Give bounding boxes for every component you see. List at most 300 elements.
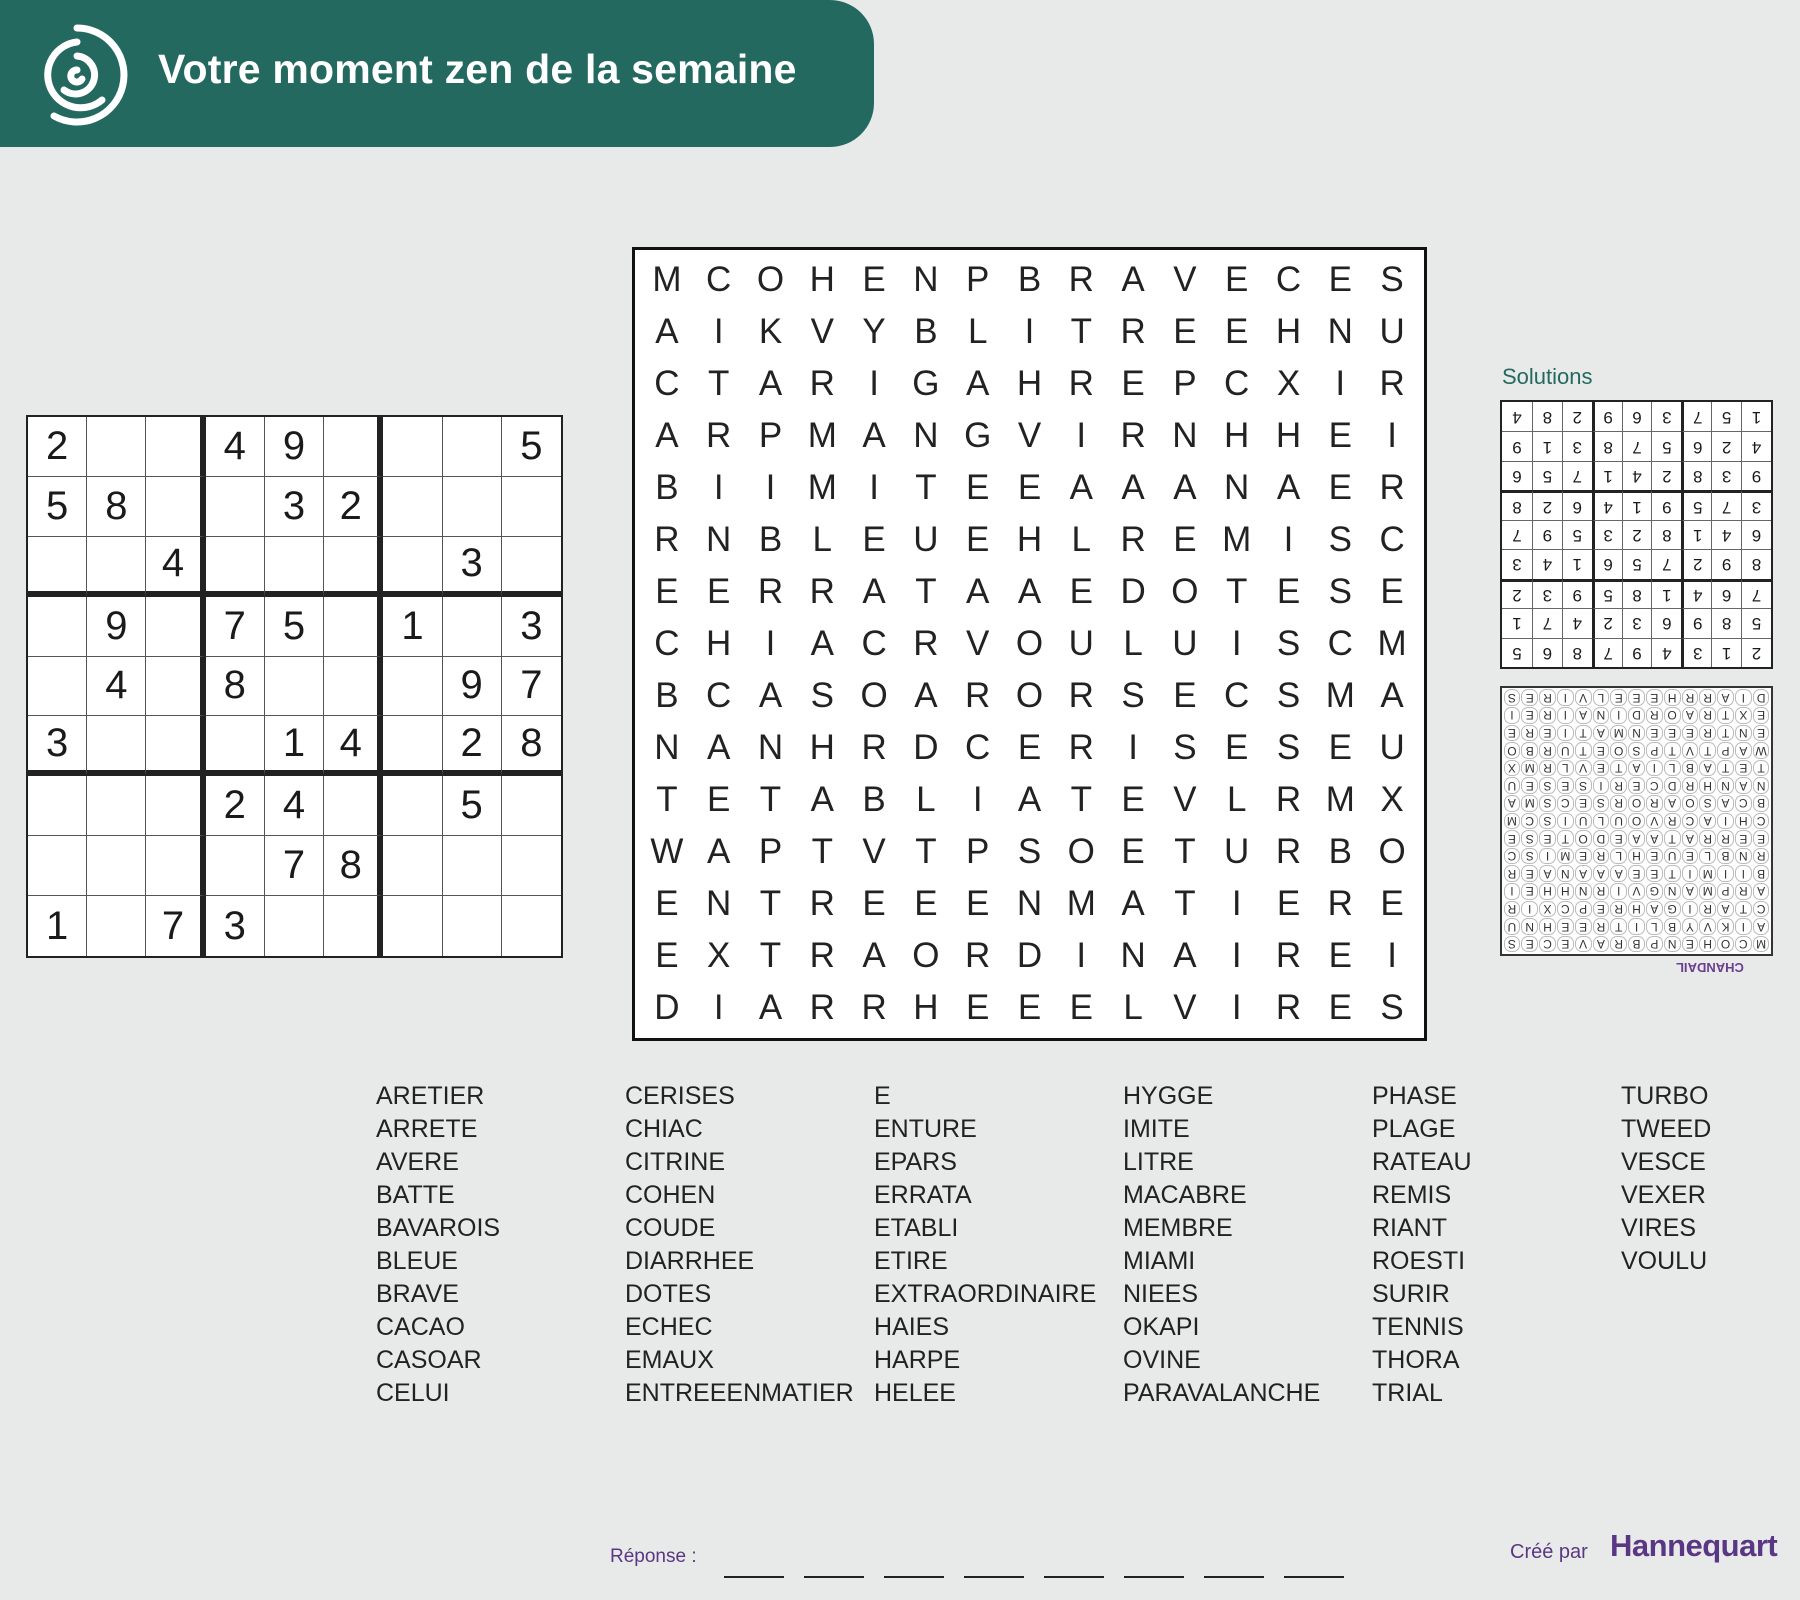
word-list-item: HELEE [874,1379,956,1407]
wordsearch-letter: W [1753,742,1770,759]
wordsearch-letter: H [1016,364,1043,403]
wordsearch-letter: V [1575,936,1592,953]
sudoku-cell: 9 [1651,490,1681,519]
sudoku-cell: 8 [1622,579,1652,608]
wordsearch-letter: T [1717,707,1734,724]
sudoku-cell [265,537,324,597]
word-list-item: OVINE [1123,1346,1201,1374]
wordsearch-letter: E [1380,572,1404,611]
answer-letter-blank[interactable] [1124,1576,1184,1578]
wordsearch-letter: R [1379,364,1405,403]
sudoku-cell: 2 [1622,520,1652,549]
wordsearch-letter: E [1682,848,1699,865]
wordsearch-letter: O [756,260,785,299]
answer-letter-blank[interactable] [724,1576,784,1578]
wordsearch-letter: B [655,676,679,715]
wordsearch-letter: H [1539,883,1556,900]
word-list-item: VIRES [1621,1214,1697,1242]
wordsearch-letter: T [708,364,730,403]
wordsearch-letter: E [1069,988,1093,1027]
sudoku-cell [324,657,383,717]
wordsearch-letter: H [1735,813,1752,830]
wordsearch-letter: I [1231,624,1242,663]
sudoku-cell: 3 [1532,579,1562,608]
sudoku-cell: 9 [87,597,146,657]
wordsearch-letter: D [1593,830,1610,847]
sudoku-cell: 1 [383,597,442,657]
sudoku-cell: 1 [1562,549,1592,578]
sudoku-cell: 2 [1592,608,1622,637]
wordsearch-letter: N [706,884,732,923]
wordsearch-letter: P [1717,883,1734,900]
wordsearch-letter: C [1753,813,1770,830]
wordsearch-letter: A [1717,901,1734,918]
wordsearch-letter: E [1173,312,1197,351]
wordsearch-letter: R [809,884,835,923]
wordsearch-letter: E [862,520,886,559]
wordsearch-letter: H [1016,520,1043,559]
sudoku-cell [87,896,146,956]
sudoku-cell: 5 [1651,431,1681,460]
solution-wordsearch-grid [1500,686,1773,956]
answer-letter-blank[interactable] [884,1576,944,1578]
header-banner [0,0,874,147]
word-list-item: TRIAL [1372,1379,1443,1407]
wordsearch-letter: D [1628,707,1645,724]
wordsearch-letter: T [1575,725,1592,742]
sudoku-cell: 4 [265,776,324,836]
wordsearch-letter: S [810,676,834,715]
wordsearch-letter: D [1753,690,1770,707]
sudoku-cell [146,716,205,776]
word-list-item: SURIR [1372,1280,1450,1308]
wordsearch-letter: T [1664,866,1681,883]
sudoku-cell: 8 [1532,402,1562,431]
wordsearch-letter: E [1328,936,1352,975]
sudoku-cell: 1 [1532,431,1562,460]
solution-hidden-word: CHANDAIL [1676,960,1744,975]
wordsearch-letter: V [1017,416,1042,455]
wordsearch-letter: E [707,572,731,611]
wordsearch-letter: R [1539,690,1556,707]
wordsearch-letter: B [1753,866,1770,883]
wordsearch-letter: A [1628,760,1645,777]
wordsearch-letter: B [1328,832,1352,871]
wordsearch-letter: E [1521,883,1538,900]
wordsearch-letter: M [1377,624,1407,663]
sudoku-cell [383,657,442,717]
wordsearch-letter: C [861,624,887,663]
wordsearch-letter: A [758,676,783,715]
word-list-item: ARRETE [376,1115,478,1143]
wordsearch-letter: R [1539,742,1556,759]
sudoku-cell: 2 [28,417,87,477]
wordsearch-letter: E [1593,742,1610,759]
wordsearch-letter: R [757,572,784,611]
wordsearch-letter: S [1521,848,1538,865]
word-list-item: ENTREEENMATIER [625,1379,854,1407]
sudoku-cell [324,537,383,597]
wordsearch-letter: L [1071,520,1092,559]
wordsearch-letter: E [1557,936,1574,953]
wordsearch-letter: S [1539,778,1556,795]
sudoku-cell: 4 [1711,520,1741,549]
wordsearch-letter: T [656,780,678,819]
sudoku-cell [206,477,265,537]
sudoku-cell: 2 [1681,549,1711,578]
wordsearch-letter: M [807,416,837,455]
wordsearch-letter: U [1610,813,1627,830]
sudoku-cell: 5 [1741,608,1771,637]
wordsearch-letter: R [1699,830,1716,847]
wordsearch-letter: A [810,624,834,663]
answer-letter-blank[interactable] [1204,1576,1264,1578]
wordsearch-letter: E [1225,312,1249,351]
wordsearch-letter: A [1017,572,1042,611]
wordsearch-letter: E [1504,830,1521,847]
sudoku-cell: 5 [1532,461,1562,490]
word-list-item: TURBO [1621,1082,1709,1110]
wordsearch-letter: N [1628,725,1645,742]
wordsearch-letter: R [706,416,732,455]
wordsearch-letter: I [869,468,879,507]
sudoku-cell [28,597,87,657]
wordsearch-letter: R [1275,780,1302,819]
wordsearch-letter: A [1276,468,1301,507]
wordsearch-letter: A [1593,936,1610,953]
wordsearch-letter: C [1224,364,1250,403]
wordsearch-letter: G [912,364,940,403]
wordsearch-letter: B [1664,918,1681,935]
wordsearch-letter: I [1387,936,1397,975]
wordsearch-letter: U [1504,778,1521,795]
wordsearch-letter: I [1128,728,1138,767]
wordsearch-letter: M [1504,813,1521,830]
sudoku-cell: 8 [1502,490,1532,519]
word-list-item: PARAVALANCHE [1123,1379,1321,1407]
word-list-column [1621,1080,1800,1410]
wordsearch-letter: U [1379,728,1405,767]
word-list-item: ROESTI [1372,1247,1466,1275]
wordsearch-letter: N [1664,883,1681,900]
wordsearch-letter: S [1017,832,1042,871]
sudoku-cell: 7 [1711,490,1741,519]
sudoku-cell: 5 [1592,579,1622,608]
wordsearch-letter: H [1664,690,1681,707]
wordsearch-letter: M [1699,866,1716,883]
wordsearch-letter: E [966,520,990,559]
word-list-item: CITRINE [625,1148,725,1176]
wordsearch-letter: E [1276,572,1301,611]
wordsearch-letter: E [1017,988,1042,1027]
sudoku-cell: 5 [443,776,502,836]
wordsearch-letter: R [1327,884,1353,923]
sudoku-cell: 8 [502,716,561,776]
wordsearch-letter: R [965,936,991,975]
wordsearch-letter: A [1682,707,1699,724]
sudoku-cell [87,417,146,477]
sudoku-cell: 6 [1502,461,1532,490]
sudoku-cell [324,896,383,956]
wordsearch-letter: E [862,884,886,923]
wordsearch-letter: S [1699,795,1716,812]
sudoku-cell: 3 [1502,549,1532,578]
wordsearch-letter: I [713,988,724,1027]
wordsearch-letter: I [1504,707,1521,724]
sudoku-cell: 2 [1711,431,1741,460]
word-list-item: DIARRHEE [625,1247,755,1275]
word-list-column [1372,1080,1621,1410]
wordsearch-letter: H [706,624,732,663]
sudoku-cell [146,776,205,836]
sudoku-cell [502,776,561,836]
wordsearch-letter: R [1682,690,1699,707]
wordsearch-letter: I [765,468,776,507]
wordsearch-letter: S [1575,778,1592,795]
wordsearch-letter: A [1646,901,1663,918]
wordsearch-letter: I [1735,918,1752,935]
wordsearch-letter: O [912,936,940,975]
word-list-item: MEMBRE [1123,1214,1233,1242]
wordsearch-letter: C [965,728,991,767]
word-list-item: NIEES [1123,1280,1199,1308]
wordsearch-letter: C [1379,520,1405,559]
wordsearch-letter: V [1682,742,1699,759]
sudoku-cell [146,657,205,717]
wordsearch-letter: C [1224,676,1250,715]
wordsearch-letter: R [1682,778,1699,795]
sudoku-cell [146,417,205,477]
wordsearch-letter: P [1646,936,1663,953]
sudoku-cell: 2 [1532,490,1562,519]
wordsearch-letter: A [758,364,783,403]
wordsearch-letter: H [1539,918,1556,935]
wordsearch-letter: I [1682,901,1699,918]
wordsearch-letter: A [1735,742,1752,759]
wordsearch-letter: E [966,468,990,507]
wordsearch-letter: O [1067,832,1095,871]
wordsearch-letter: N [1521,918,1538,935]
wordsearch-letter: C [1735,795,1752,812]
sudoku-cell: 5 [1502,638,1532,667]
sudoku-cell: 8 [87,477,146,537]
wordsearch-letter: A [1121,260,1145,299]
wordsearch-letter: E [1610,690,1627,707]
wordsearch-letter: L [1664,760,1681,777]
sudoku-cell [443,597,502,657]
sudoku-cell: 3 [1562,431,1592,460]
sudoku-cell: 2 [206,776,265,836]
sudoku-cell: 3 [443,537,502,597]
wordsearch-letter: N [1717,778,1734,795]
sudoku-cell [28,776,87,836]
wordsearch-letter: E [1557,778,1574,795]
word-list-item: RATEAU [1372,1148,1472,1176]
wordsearch-letter: M [652,260,682,299]
wordsearch-letter: V [1628,883,1645,900]
wordsearch-letter: T [1664,830,1681,847]
wordsearch-letter: W [650,832,684,871]
wordsearch-letter: A [1173,936,1197,975]
wordsearch-letter: E [1276,884,1301,923]
wordsearch-letter: I [1539,848,1556,865]
wordsearch-letter: A [862,936,886,975]
answer-letter-blank[interactable] [964,1576,1024,1578]
wordsearch-letter: N [1735,725,1752,742]
wordsearch-letter: G [1646,883,1663,900]
wordsearch-letter: A [1699,813,1716,830]
wordsearch-letter: U [913,520,939,559]
wordsearch-letter: T [1070,780,1092,819]
wordsearch-letter: S [1276,728,1301,767]
word-list-item: VEXER [1621,1181,1706,1209]
sudoku-cell: 7 [1562,461,1592,490]
wordsearch-letter: A [1575,866,1592,883]
wordsearch-letter: E [1628,778,1645,795]
wordsearch-letter: O [1610,742,1627,759]
wordsearch-letter: T [1557,830,1574,847]
wordsearch-letter: T [1174,832,1196,871]
word-list-item: ETIRE [874,1247,948,1275]
sudoku-cell [443,836,502,896]
wordsearch-letter: C [1557,901,1574,918]
wordsearch-letter: A [966,572,990,611]
wordsearch-letter: S [1628,742,1645,759]
wordsearch-letter: K [1717,918,1734,935]
sudoku-cell [265,657,324,717]
sudoku-cell: 4 [1592,490,1622,519]
wordsearch-letter: A [810,780,834,819]
wordsearch-letter: R [809,988,835,1027]
word-list-item: LITRE [1123,1148,1194,1176]
sudoku-cell: 6 [1681,431,1711,460]
wordsearch-letter: A [1593,725,1610,742]
wordsearch-letter: I [1735,690,1752,707]
wordsearch-letter: E [1380,884,1404,923]
wordsearch-letter: A [758,988,783,1027]
wordsearch-letter: M [807,468,837,507]
wordsearch-letter: T [1610,760,1627,777]
sudoku-cell [383,776,442,836]
wordsearch-letter: H [1557,883,1574,900]
wordsearch-letter: N [1735,848,1752,865]
wordsearch-letter: A [1593,866,1610,883]
wordsearch-letter: U [1504,918,1521,935]
wordsearch-letter: I [869,364,879,403]
wordsearch-letter: R [1610,901,1627,918]
sudoku-cell: 8 [324,836,383,896]
sudoku-cell [383,417,442,477]
wordsearch-letter: E [966,884,990,923]
sudoku-cell: 7 [1681,402,1711,431]
wordsearch-letter: A [655,416,679,455]
wordsearch-letter: I [1024,312,1035,351]
sudoku-cell [502,537,561,597]
sudoku-cell: 4 [1741,431,1771,460]
wordsearch-letter: R [1275,988,1302,1027]
sudoku-cell: 8 [1592,431,1622,460]
wordsearch-letter: N [1753,778,1770,795]
wordsearch-letter: E [1646,725,1663,742]
wordsearch-letter: H [809,728,835,767]
wordsearch-letter: N [1327,312,1353,351]
wordsearch-letter: A [1646,830,1663,847]
wordsearch-letter: C [1521,813,1538,830]
wordsearch-letter: E [1328,988,1352,1027]
sudoku-cell: 3 [502,597,561,657]
wordsearch-letter: R [1646,707,1663,724]
sudoku-cell [383,477,442,537]
word-list-column [625,1080,874,1410]
answer-letter-blank[interactable] [804,1576,864,1578]
wordsearch-letter: A [1121,468,1145,507]
wordsearch-letter: L [1699,848,1716,865]
wordsearch-letter: L [1593,813,1610,830]
word-list-item: AVERE [376,1148,459,1176]
sudoku-cell: 9 [1502,431,1532,460]
sudoku-cell: 1 [28,896,87,956]
wordsearch-letter: O [1682,795,1699,812]
wordsearch-letter: E [1521,707,1538,724]
wordsearch-letter: H [1699,936,1716,953]
wordsearch-letter: E [1225,260,1249,299]
wordsearch-letter: B [1521,742,1538,759]
wordsearch-letter: T [1735,901,1752,918]
word-list-item: DOTES [625,1280,712,1308]
wordsearch-letter: S [1539,813,1556,830]
wordsearch-letter: R [1664,813,1681,830]
answer-letter-blank[interactable] [1284,1576,1344,1578]
wordsearch-letter: E [1521,778,1538,795]
wordsearch-letter: L [1593,690,1610,707]
wordsearch-letter: T [1070,312,1092,351]
sudoku-cell: 5 [265,597,324,657]
wordsearch-letter: H [1628,901,1645,918]
sudoku-cell: 2 [1651,461,1681,490]
sudoku-cell: 4 [324,716,383,776]
wordsearch-letter: O [1628,795,1645,812]
wordsearch-letter: U [1068,624,1094,663]
wordsearch-letter: T [1664,742,1681,759]
wordsearch-letter: E [1521,936,1538,953]
sudoku-cell [87,836,146,896]
wordsearch-letter: I [1628,918,1645,935]
answer-letter-blank[interactable] [1044,1576,1104,1578]
wordsearch-letter: N [1664,936,1681,953]
wordsearch-letter: A [862,416,886,455]
wordsearch-letter: A [1753,918,1770,935]
wordsearch-letter: E [1753,725,1770,742]
wordsearch-letter: I [1076,936,1087,975]
sudoku-cell: 4 [206,417,265,477]
word-list-column [874,1080,1123,1410]
word-list-item: BAVAROIS [376,1214,501,1242]
wordsearch-letter: O [1171,572,1199,611]
wordsearch-letter: R [1120,416,1146,455]
wordsearch-letter: L [1226,780,1247,819]
wordsearch-letter: L [967,312,988,351]
sudoku-cell: 7 [1502,520,1532,549]
wordsearch-letter: T [1174,884,1196,923]
sudoku-cell: 3 [206,896,265,956]
wordsearch-letter: S [1504,690,1521,707]
sudoku-cell: 2 [1502,579,1532,608]
wordsearch-letter: H [913,988,939,1027]
wordsearch-letter: N [913,260,939,299]
wordsearch-letter: H [1628,848,1645,865]
word-list-item: IMITE [1123,1115,1190,1143]
wordsearch-letter: B [862,780,886,819]
